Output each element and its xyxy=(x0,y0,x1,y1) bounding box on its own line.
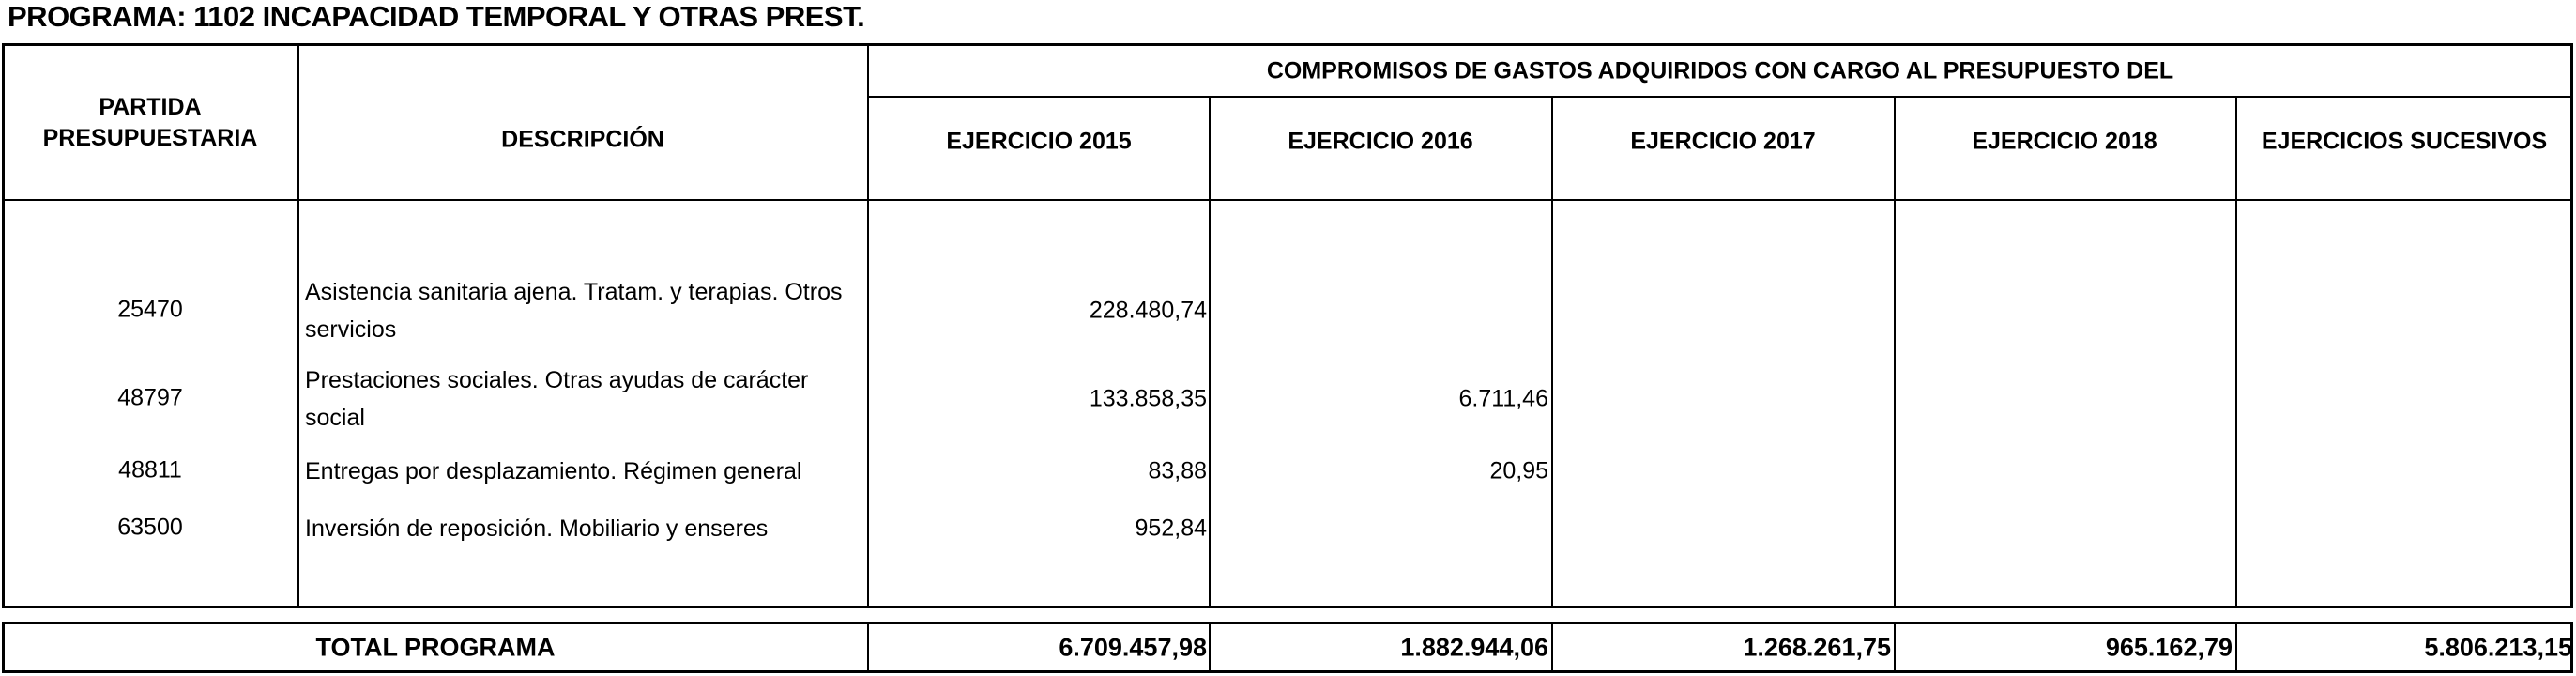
col-divider xyxy=(867,43,869,608)
row-value-2016: 20,95 xyxy=(1489,457,1548,484)
total-col-divider xyxy=(1551,622,1553,673)
row-code: 63500 xyxy=(117,514,183,541)
row-description: Prestaciones sociales. Otras ayudas de carácter social xyxy=(305,367,809,431)
row-value-2015: 133.858,35 xyxy=(1089,385,1207,412)
row-description: Inversión de reposición. Mobiliario y enseres xyxy=(305,515,769,542)
total-value-sucesivos: 5.806.213,15 xyxy=(2424,633,2572,662)
header-years-sucesivos: EJERCICIOS SUCESIVOS xyxy=(2261,128,2548,155)
col-divider xyxy=(2235,97,2237,608)
header-year-2015: EJERCICIO 2015 xyxy=(946,128,1132,155)
header-year-2018: EJERCICIO 2018 xyxy=(1972,128,2157,155)
total-label: TOTAL PROGRAMA xyxy=(315,633,556,662)
header-partida: PARTIDA PRESUPUESTARIA xyxy=(42,94,258,151)
total-value-2016: 1.882.944,06 xyxy=(1400,633,1548,662)
total-value-2018: 965.162,79 xyxy=(2105,633,2233,662)
row-value-2015: 228.480,74 xyxy=(1089,297,1207,324)
total-col-divider xyxy=(1894,622,1896,673)
program-title: PROGRAMA: 1102 INCAPACIDAD TEMPORAL Y OTRAS PREST. xyxy=(8,0,865,33)
header-descripcion: DESCRIPCIÓN xyxy=(501,126,664,153)
total-col-divider xyxy=(1209,622,1211,673)
row-value-2015: 952,84 xyxy=(1135,515,1207,542)
col-divider xyxy=(1209,97,1211,608)
row-description: Entregas por desplazamiento. Régimen general xyxy=(305,458,802,484)
total-value-2015: 6.709.457,98 xyxy=(1059,633,1207,662)
row-code: 48797 xyxy=(117,384,183,411)
header-year-2017: EJERCICIO 2017 xyxy=(1630,128,1816,155)
header-bottom-line xyxy=(2,199,2573,201)
col-divider xyxy=(297,43,299,608)
col-divider xyxy=(1551,97,1553,608)
header-year-2016: EJERCICIO 2016 xyxy=(1288,128,1473,155)
header-compromisos: COMPROMISOS DE GASTOS ADQUIRIDOS CON CARGO AL PRESUPUESTO DEL xyxy=(1266,57,2174,84)
row-value-2015: 83,88 xyxy=(1148,457,1207,484)
row-description: Asistencia sanitaria ajena. Tratam. y terapias. Otros servicios xyxy=(305,279,843,343)
row-code: 48811 xyxy=(118,456,182,484)
total-col-divider xyxy=(867,622,869,673)
header-divider xyxy=(867,96,2573,98)
row-value-2016: 6.711,46 xyxy=(1458,385,1548,412)
col-divider xyxy=(1894,97,1896,608)
total-value-2017: 1.268.261,75 xyxy=(1743,633,1891,662)
row-code: 25470 xyxy=(117,296,183,323)
total-col-divider xyxy=(2235,622,2237,673)
